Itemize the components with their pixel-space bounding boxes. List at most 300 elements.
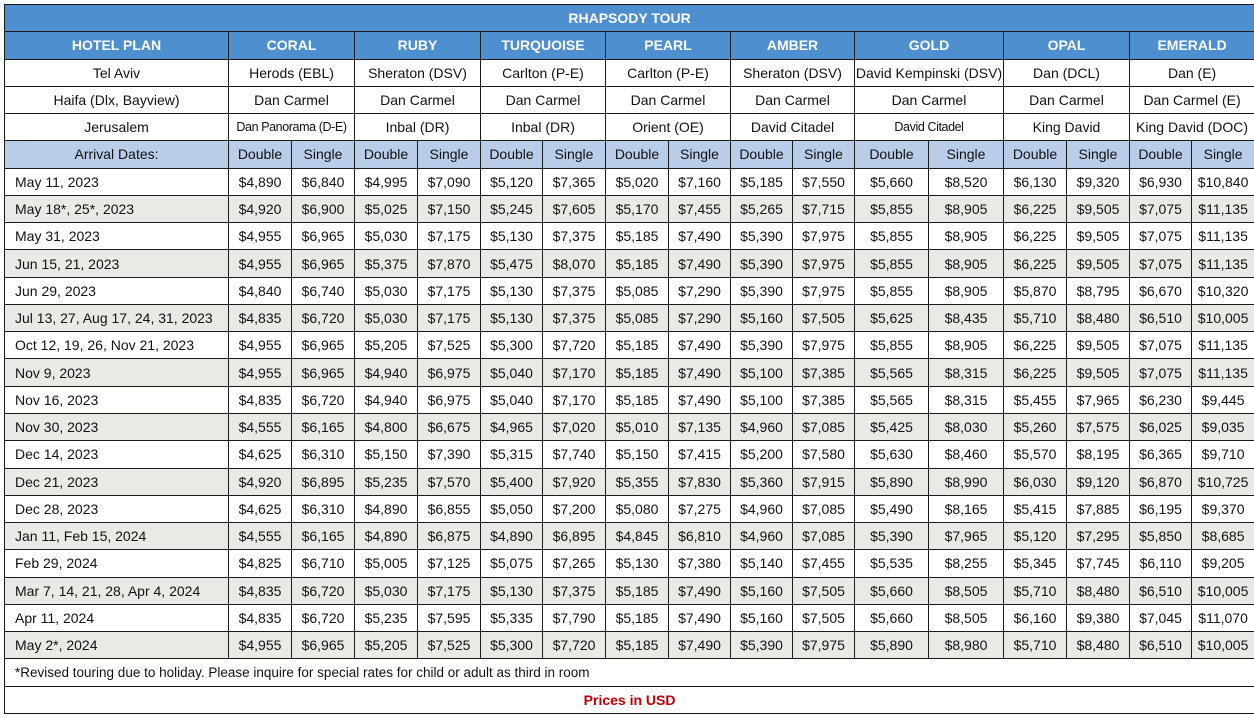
- hotel-name: Sheraton (DSV): [355, 59, 481, 86]
- price-double: $5,710: [1004, 577, 1067, 604]
- price-single: $7,175: [418, 304, 481, 331]
- price-double: $5,030: [355, 304, 418, 331]
- price-single: $7,135: [669, 413, 731, 440]
- price-single: $7,085: [793, 523, 855, 550]
- price-single: $7,490: [669, 250, 731, 277]
- price-single: $9,505: [1067, 359, 1130, 386]
- price-single: $6,875: [418, 523, 481, 550]
- price-double: $5,390: [731, 632, 793, 659]
- arrival-date: Dec 21, 2023: [5, 468, 229, 495]
- price-single: $7,085: [793, 495, 855, 522]
- price-double: $5,850: [1130, 523, 1192, 550]
- price-double: $5,040: [481, 386, 543, 413]
- price-single: $9,445: [1192, 386, 1254, 413]
- price-double: $4,960: [731, 413, 793, 440]
- price-single: $6,895: [292, 468, 355, 495]
- table-row: [5, 632, 1254, 659]
- price-double: $5,085: [606, 304, 669, 331]
- price-double: $5,120: [481, 168, 543, 195]
- price-single: $10,005: [1192, 304, 1254, 331]
- table-row: [5, 250, 1254, 277]
- price-single: $7,490: [669, 223, 731, 250]
- price-double: $7,075: [1130, 332, 1192, 359]
- plan-name-coral: CORAL: [229, 32, 355, 59]
- price-single: $7,570: [418, 468, 481, 495]
- hotel-name: Orient (OE): [606, 114, 731, 141]
- price-double: $5,890: [855, 632, 929, 659]
- arrival-date: Dec 28, 2023: [5, 495, 229, 522]
- price-double: $4,955: [229, 223, 292, 250]
- hotel-name: David Kempinski (DSV): [855, 59, 1004, 86]
- price-single: $8,165: [929, 495, 1004, 522]
- price-single: $7,975: [793, 250, 855, 277]
- price-single: $11,135: [1192, 195, 1254, 222]
- price-double: $5,660: [855, 577, 929, 604]
- arrival-date: Oct 12, 19, 26, Nov 21, 2023: [5, 332, 229, 359]
- room-type-double: Double: [481, 141, 543, 168]
- price-double: $5,100: [731, 359, 793, 386]
- arrival-dates-label: Arrival Dates:: [5, 141, 229, 168]
- price-double: $6,225: [1004, 195, 1067, 222]
- price-double: $5,870: [1004, 277, 1067, 304]
- price-single: $6,310: [292, 441, 355, 468]
- price-double: $6,225: [1004, 332, 1067, 359]
- price-single: $7,390: [418, 441, 481, 468]
- price-single: $7,830: [669, 468, 731, 495]
- price-single: $8,685: [1192, 523, 1254, 550]
- plan-header-row: [5, 32, 1254, 59]
- price-double: $6,510: [1130, 632, 1192, 659]
- hotel-row-2: [5, 114, 1254, 141]
- price-double: $5,160: [731, 304, 793, 331]
- price-single: $8,315: [929, 359, 1004, 386]
- price-double: $5,625: [855, 304, 929, 331]
- price-single: $10,725: [1192, 468, 1254, 495]
- price-single: $6,675: [418, 413, 481, 440]
- price-double: $5,855: [855, 332, 929, 359]
- price-single: $7,975: [793, 632, 855, 659]
- price-single: $9,320: [1067, 168, 1130, 195]
- price-single: $7,965: [1067, 386, 1130, 413]
- price-double: $5,425: [855, 413, 929, 440]
- price-double: $7,075: [1130, 250, 1192, 277]
- price-double: $5,080: [606, 495, 669, 522]
- price-single: $7,415: [669, 441, 731, 468]
- price-single: $8,520: [929, 168, 1004, 195]
- price-double: $5,185: [606, 359, 669, 386]
- arrival-date: Jun 29, 2023: [5, 277, 229, 304]
- hotel-name: King David: [1004, 114, 1130, 141]
- price-single: $8,315: [929, 386, 1004, 413]
- price-double: $5,085: [606, 277, 669, 304]
- price-double: $5,415: [1004, 495, 1067, 522]
- arrival-date: Mar 7, 14, 21, 28, Apr 4, 2024: [5, 577, 229, 604]
- price-double: $5,160: [731, 604, 793, 631]
- price-double: $5,710: [1004, 632, 1067, 659]
- price-single: $7,915: [793, 468, 855, 495]
- price-single: $7,965: [929, 523, 1004, 550]
- price-double: $5,020: [606, 168, 669, 195]
- price-single: $10,320: [1192, 277, 1254, 304]
- plan-name-emerald: EMERALD: [1130, 32, 1254, 59]
- plan-name-opal: OPAL: [1004, 32, 1130, 59]
- hotel-name: Carlton (P-E): [606, 59, 731, 86]
- hotel-name: Dan Carmel: [355, 86, 481, 113]
- price-double: $5,390: [855, 523, 929, 550]
- price-double: $6,870: [1130, 468, 1192, 495]
- price-double: $4,995: [355, 168, 418, 195]
- price-single: $7,375: [543, 223, 606, 250]
- price-single: $7,160: [669, 168, 731, 195]
- price-double: $5,040: [481, 359, 543, 386]
- price-single: $10,840: [1192, 168, 1254, 195]
- price-double: $4,965: [481, 413, 543, 440]
- price-single: $7,490: [669, 577, 731, 604]
- price-double: $4,840: [229, 277, 292, 304]
- price-double: $5,185: [606, 223, 669, 250]
- hotel-name: Dan Carmel: [731, 86, 855, 113]
- plan-name-turquoise: TURQUOISE: [481, 32, 606, 59]
- price-double: $7,045: [1130, 604, 1192, 631]
- note-row: [5, 659, 1254, 686]
- price-double: $5,100: [731, 386, 793, 413]
- price-double: $5,855: [855, 277, 929, 304]
- price-single: $6,165: [292, 413, 355, 440]
- price-double: $5,185: [731, 168, 793, 195]
- table-row: [5, 332, 1254, 359]
- price-single: $7,365: [543, 168, 606, 195]
- price-single: $7,550: [793, 168, 855, 195]
- price-double: $5,260: [1004, 413, 1067, 440]
- price-single: $9,205: [1192, 550, 1254, 577]
- arrival-date: Apr 11, 2024: [5, 604, 229, 631]
- price-single: $8,255: [929, 550, 1004, 577]
- price-single: $8,905: [929, 250, 1004, 277]
- price-single: $6,840: [292, 168, 355, 195]
- hotel-name: Dan (E): [1130, 59, 1254, 86]
- price-single: $7,720: [543, 332, 606, 359]
- price-double: $4,940: [355, 386, 418, 413]
- price-single: $7,490: [669, 604, 731, 631]
- price-double: $4,555: [229, 523, 292, 550]
- room-type-double: Double: [731, 141, 793, 168]
- price-double: $5,205: [355, 632, 418, 659]
- hotel-name: Dan Carmel: [606, 86, 731, 113]
- price-single: $8,480: [1067, 632, 1130, 659]
- price-single: $7,175: [418, 277, 481, 304]
- price-single: $7,265: [543, 550, 606, 577]
- table-row: [5, 604, 1254, 631]
- price-single: $8,905: [929, 223, 1004, 250]
- price-single: $7,375: [543, 577, 606, 604]
- price-double: $5,010: [606, 413, 669, 440]
- table-row: [5, 577, 1254, 604]
- price-single: $6,720: [292, 604, 355, 631]
- price-double: $5,235: [355, 468, 418, 495]
- room-type-single: Single: [929, 141, 1004, 168]
- price-double: $5,475: [481, 250, 543, 277]
- price-double: $6,230: [1130, 386, 1192, 413]
- price-single: $8,460: [929, 441, 1004, 468]
- hotel-name: Herods (EBL): [229, 59, 355, 86]
- plan-name-pearl: PEARL: [606, 32, 731, 59]
- price-double: $5,855: [855, 223, 929, 250]
- room-type-single: Single: [793, 141, 855, 168]
- price-double: $6,225: [1004, 250, 1067, 277]
- table-title: RHAPSODY TOUR: [5, 5, 1254, 32]
- price-double: $6,195: [1130, 495, 1192, 522]
- price-double: $5,130: [606, 550, 669, 577]
- price-double: $5,130: [481, 223, 543, 250]
- hotel-name: Inbal (DR): [481, 114, 606, 141]
- price-double: $4,625: [229, 495, 292, 522]
- price-double: $5,400: [481, 468, 543, 495]
- arrival-date: May 11, 2023: [5, 168, 229, 195]
- price-single: $6,975: [418, 386, 481, 413]
- price-double: $4,955: [229, 250, 292, 277]
- price-double: $6,030: [1004, 468, 1067, 495]
- price-single: $9,120: [1067, 468, 1130, 495]
- arrival-date: Nov 16, 2023: [5, 386, 229, 413]
- arrival-date: May 2*, 2024: [5, 632, 229, 659]
- price-double: $5,030: [355, 577, 418, 604]
- price-double: $5,360: [731, 468, 793, 495]
- price-single: $7,275: [669, 495, 731, 522]
- price-single: $7,090: [418, 168, 481, 195]
- price-double: $4,940: [355, 359, 418, 386]
- price-single: $7,505: [793, 577, 855, 604]
- price-single: $11,135: [1192, 359, 1254, 386]
- price-double: $5,660: [855, 604, 929, 631]
- hotel-city: Tel Aviv: [5, 59, 229, 86]
- price-single: $7,740: [543, 441, 606, 468]
- price-double: $4,835: [229, 604, 292, 631]
- price-double: $6,130: [1004, 168, 1067, 195]
- price-single: $10,005: [1192, 632, 1254, 659]
- price-single: $7,170: [543, 386, 606, 413]
- price-double: $5,185: [606, 250, 669, 277]
- price-double: $5,630: [855, 441, 929, 468]
- price-double: $5,030: [355, 223, 418, 250]
- hotel-name: Sheraton (DSV): [731, 59, 855, 86]
- arrival-date: May 18*, 25*, 2023: [5, 195, 229, 222]
- price-single: $6,710: [292, 550, 355, 577]
- price-double: $5,375: [355, 250, 418, 277]
- price-double: $5,185: [606, 632, 669, 659]
- price-single: $11,135: [1192, 250, 1254, 277]
- price-single: $9,505: [1067, 223, 1130, 250]
- price-single: $6,965: [292, 359, 355, 386]
- price-single: $7,385: [793, 359, 855, 386]
- price-double: $5,570: [1004, 441, 1067, 468]
- price-single: $7,170: [543, 359, 606, 386]
- price-single: $7,605: [543, 195, 606, 222]
- price-double: $5,050: [481, 495, 543, 522]
- table-row: [5, 277, 1254, 304]
- price-double: $7,075: [1130, 195, 1192, 222]
- price-double: $4,835: [229, 577, 292, 604]
- price-double: $4,800: [355, 413, 418, 440]
- price-single: $7,020: [543, 413, 606, 440]
- price-single: $6,975: [418, 359, 481, 386]
- arrival-date: Jan 11, Feb 15, 2024: [5, 523, 229, 550]
- price-single: $7,975: [793, 223, 855, 250]
- hotel-name: Inbal (DR): [355, 114, 481, 141]
- price-double: $5,855: [855, 195, 929, 222]
- price-single: $9,505: [1067, 195, 1130, 222]
- price-double: $7,075: [1130, 223, 1192, 250]
- room-type-double: Double: [355, 141, 418, 168]
- room-type-single: Single: [418, 141, 481, 168]
- price-double: $5,075: [481, 550, 543, 577]
- price-double: $4,920: [229, 195, 292, 222]
- price-double: $5,345: [1004, 550, 1067, 577]
- table-row: [5, 304, 1254, 331]
- price-double: $5,565: [855, 359, 929, 386]
- price-single: $7,385: [793, 386, 855, 413]
- room-type-single: Single: [292, 141, 355, 168]
- price-double: $5,170: [606, 195, 669, 222]
- price-single: $9,380: [1067, 604, 1130, 631]
- price-single: $7,290: [669, 304, 731, 331]
- price-single: $8,990: [929, 468, 1004, 495]
- price-double: $4,890: [355, 523, 418, 550]
- price-double: $6,365: [1130, 441, 1192, 468]
- hotel-row-0: [5, 59, 1254, 86]
- price-double: $4,625: [229, 441, 292, 468]
- price-double: $5,120: [1004, 523, 1067, 550]
- arrival-date: Feb 29, 2024: [5, 550, 229, 577]
- table-row: [5, 223, 1254, 250]
- table-row: [5, 413, 1254, 440]
- price-double: $6,110: [1130, 550, 1192, 577]
- price-single: $7,200: [543, 495, 606, 522]
- price-single: $8,505: [929, 577, 1004, 604]
- hotel-name: King David (DOC): [1130, 114, 1254, 141]
- price-single: $6,165: [292, 523, 355, 550]
- price-double: $4,955: [229, 632, 292, 659]
- hotel-city: Jerusalem: [5, 114, 229, 141]
- plan-header-label: HOTEL PLAN: [5, 32, 229, 59]
- price-double: $5,300: [481, 632, 543, 659]
- arrival-date: Nov 30, 2023: [5, 413, 229, 440]
- price-single: $7,975: [793, 332, 855, 359]
- table-row: [5, 468, 1254, 495]
- price-single: $6,900: [292, 195, 355, 222]
- hotel-name: Dan Carmel: [855, 86, 1004, 113]
- price-double: $5,235: [355, 604, 418, 631]
- price-single: $7,595: [418, 604, 481, 631]
- price-single: $8,795: [1067, 277, 1130, 304]
- title-row: [5, 5, 1254, 32]
- price-double: $5,140: [731, 550, 793, 577]
- price-double: $5,890: [855, 468, 929, 495]
- price-single: $6,895: [543, 523, 606, 550]
- room-type-double: Double: [606, 141, 669, 168]
- price-single: $6,720: [292, 304, 355, 331]
- price-double: $5,455: [1004, 386, 1067, 413]
- price-single: $7,490: [669, 386, 731, 413]
- hotel-name: David Citadel: [731, 114, 855, 141]
- price-single: $6,720: [292, 386, 355, 413]
- price-single: $7,715: [793, 195, 855, 222]
- price-double: $4,960: [731, 523, 793, 550]
- price-single: $7,790: [543, 604, 606, 631]
- price-single: $8,480: [1067, 577, 1130, 604]
- price-single: $7,175: [418, 577, 481, 604]
- price-double: $5,130: [481, 277, 543, 304]
- price-single: $7,505: [793, 304, 855, 331]
- price-single: $7,125: [418, 550, 481, 577]
- room-type-double: Double: [1004, 141, 1067, 168]
- price-double: $5,855: [855, 250, 929, 277]
- price-single: $6,810: [669, 523, 731, 550]
- price-double: $5,150: [606, 441, 669, 468]
- price-double: $5,200: [731, 441, 793, 468]
- footer-row: [5, 686, 1254, 713]
- price-single: $7,085: [793, 413, 855, 440]
- price-single: $6,855: [418, 495, 481, 522]
- price-single: $10,005: [1192, 577, 1254, 604]
- price-double: $7,075: [1130, 359, 1192, 386]
- price-double: $4,825: [229, 550, 292, 577]
- arrival-date: Dec 14, 2023: [5, 441, 229, 468]
- price-double: $5,355: [606, 468, 669, 495]
- plan-name-gold: GOLD: [855, 32, 1004, 59]
- price-single: $7,175: [418, 223, 481, 250]
- price-single: $6,740: [292, 277, 355, 304]
- hotel-name: Dan Carmel: [481, 86, 606, 113]
- price-double: $5,490: [855, 495, 929, 522]
- price-single: $8,905: [929, 332, 1004, 359]
- price-single: $7,975: [793, 277, 855, 304]
- price-single: $6,310: [292, 495, 355, 522]
- price-double: $6,510: [1130, 577, 1192, 604]
- arrival-date: Jul 13, 27, Aug 17, 24, 31, 2023: [5, 304, 229, 331]
- table-row: [5, 550, 1254, 577]
- price-double: $5,185: [606, 577, 669, 604]
- room-type-single: Single: [1067, 141, 1130, 168]
- price-double: $5,335: [481, 604, 543, 631]
- price-single: $7,490: [669, 359, 731, 386]
- price-double: $4,890: [355, 495, 418, 522]
- price-single: $7,575: [1067, 413, 1130, 440]
- table-row: [5, 523, 1254, 550]
- price-single: $7,505: [793, 604, 855, 631]
- price-double: $4,835: [229, 304, 292, 331]
- price-single: $7,150: [418, 195, 481, 222]
- price-double: $6,930: [1130, 168, 1192, 195]
- price-double: $6,225: [1004, 359, 1067, 386]
- price-double: $5,660: [855, 168, 929, 195]
- price-single: $7,870: [418, 250, 481, 277]
- price-single: $6,965: [292, 332, 355, 359]
- price-single: $6,965: [292, 632, 355, 659]
- price-double: $5,005: [355, 550, 418, 577]
- plan-name-amber: AMBER: [731, 32, 855, 59]
- price-single: $9,710: [1192, 441, 1254, 468]
- price-double: $4,835: [229, 386, 292, 413]
- price-single: $7,455: [793, 550, 855, 577]
- price-single: $7,295: [1067, 523, 1130, 550]
- price-single: $7,720: [543, 632, 606, 659]
- table-row: [5, 195, 1254, 222]
- hotel-name: Dan Panorama (D-E): [229, 114, 355, 141]
- plan-name-ruby: RUBY: [355, 32, 481, 59]
- price-double: $6,025: [1130, 413, 1192, 440]
- price-single: $11,135: [1192, 223, 1254, 250]
- price-double: $4,890: [229, 168, 292, 195]
